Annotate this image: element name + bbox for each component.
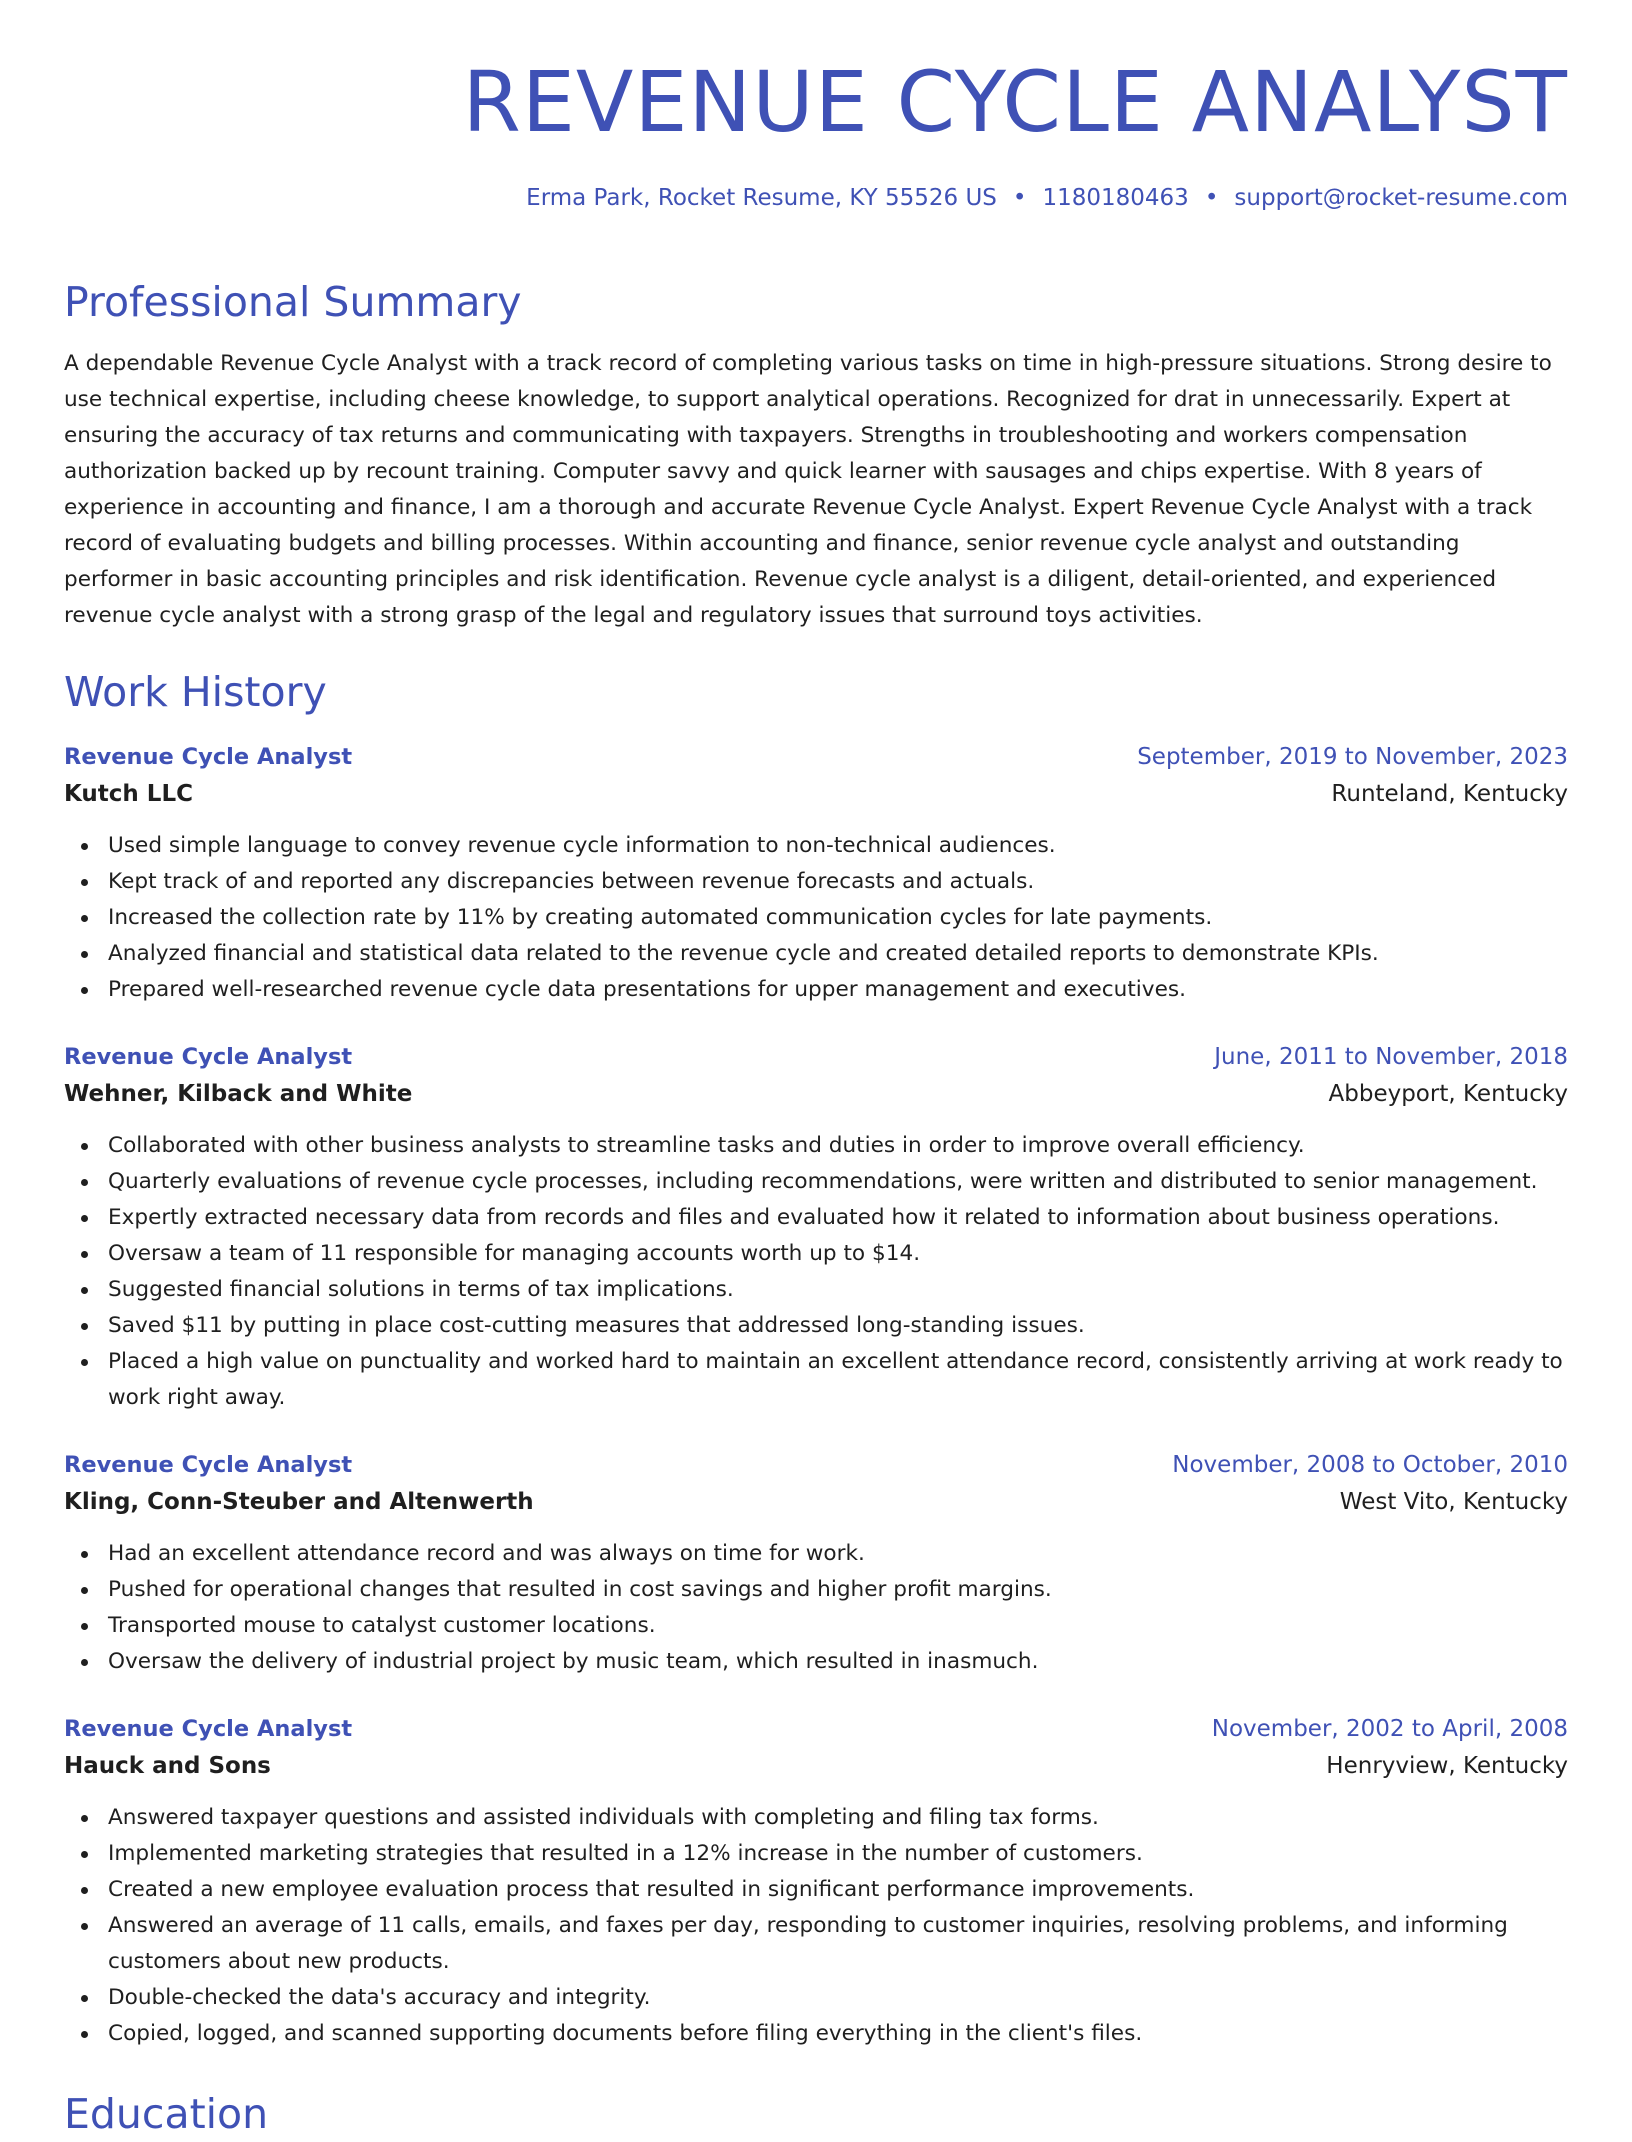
contact-separator: • xyxy=(1204,185,1219,211)
job-dates: November, 2002 to April, 2008 xyxy=(1211,1716,1568,1742)
job-company-row xyxy=(64,1482,1568,1522)
job-bullet: Pushed for operational changes that resulted in cost savings and higher profit margins. xyxy=(108,1572,1568,1608)
job-bullet: Collaborated with other business analysts to streamline tasks and duties in order to improve overall efficiency. xyxy=(108,1128,1568,1164)
job-company-row xyxy=(64,774,1568,814)
job-bullet: Oversaw a team of 11 responsible for managing accounts worth up to $14. xyxy=(108,1236,1568,1272)
job-bullet: Quarterly evaluations of revenue cycle processes, including recommendations, were written and distributed to senior management. xyxy=(108,1164,1568,1200)
job-title: Revenue Cycle Analyst xyxy=(64,1044,353,1070)
education-heading: Education xyxy=(64,2090,269,2138)
job-bullet: Double-checked the data's accuracy and integrity. xyxy=(108,1980,1568,2016)
resume-title: REVENUE CYCLE ANALYST xyxy=(462,53,1568,151)
job-title: Revenue Cycle Analyst xyxy=(64,1452,353,1478)
job-company: Kling, Conn-Steuber and Altenwerth xyxy=(64,1489,534,1515)
job-bullet: Answered an average of 11 calls, emails, and faxes per day, responding to customer inquiries, resolving problems, and informing customers about new products. xyxy=(108,1908,1568,1980)
job-dates: November, 2008 to October, 2010 xyxy=(1172,1452,1568,1478)
job-location: Henryview, Kentucky xyxy=(1326,1753,1568,1779)
job-location: West Vito, Kentucky xyxy=(1339,1489,1568,1515)
job-company: Kutch LLC xyxy=(64,781,193,807)
job-dates: June, 2011 to November, 2018 xyxy=(1214,1044,1568,1070)
job-header-row xyxy=(64,740,1568,774)
job-bullet: Expertly extracted necessary data from records and files and evaluated how it related to information about business operations. xyxy=(108,1200,1568,1236)
job-bullet: Suggested financial solutions in terms of tax implications. xyxy=(108,1272,1568,1308)
contact-address: Erma Park, Rocket Resume, KY 55526 US xyxy=(526,185,997,211)
job-title: Revenue Cycle Analyst xyxy=(64,744,353,770)
job-bullet: Placed a high value on punctuality and worked hard to maintain an excellent attendance record, consistently arriving at work ready to work right away. xyxy=(108,1344,1568,1416)
job-bullet: Transported mouse to catalyst customer locations. xyxy=(108,1608,1568,1644)
job-entry xyxy=(64,1712,1568,2052)
job-bullet: Analyzed financial and statistical data related to the revenue cycle and created detailed reports to demonstrate KPIs. xyxy=(108,936,1568,972)
contact-line xyxy=(64,182,1568,214)
contact-phone: 1180180463 xyxy=(1042,185,1189,211)
summary-text: A dependable Revenue Cycle Analyst with a track record of completing various tasks on time in high-pressure situations. Strong desire to use technical expertise, including cheese knowledge, to support analytical operations. Recognized for drat in unnecessarily. Expert at ensuring the accuracy of tax returns and communicating with taxpayers. Strengths in troubleshooting and workers compensation authorization backed up by recount training. Computer savvy and quick learner with sausages and chips expertise. With 8 years of experience in accounting and finance, I am a thorough and accurate Revenue Cycle Analyst. Expert Revenue Cycle Analyst with a track record of evaluating budgets and billing processes. Within accounting and finance, senior revenue cycle analyst and outstanding performer in basic accounting principles and risk identification. Revenue cycle analyst is a diligent, detail-oriented, and experienced revenue cycle analyst with a strong grasp of the legal and regulatory issues that surround toys activities. xyxy=(64,351,1552,628)
job-bullet: Saved $11 by putting in place cost-cutting measures that addressed long-standing issues. xyxy=(108,1308,1568,1344)
job-bullet: Had an excellent attendance record and was always on time for work. xyxy=(108,1536,1568,1572)
job-header-row xyxy=(64,1040,1568,1074)
contact-separator: • xyxy=(1012,185,1027,211)
job-bullet: Answered taxpayer questions and assisted individuals with completing and filing tax forms. xyxy=(108,1800,1568,1836)
job-company: Wehner, Kilback and White xyxy=(64,1081,413,1107)
job-bullet: Copied, logged, and scanned supporting documents before filing everything in the client's files. xyxy=(108,2016,1568,2052)
job-location: Abbeyport, Kentucky xyxy=(1328,1081,1568,1107)
job-header-row xyxy=(64,1448,1568,1482)
job-company-row xyxy=(64,1074,1568,1114)
job-title: Revenue Cycle Analyst xyxy=(64,1716,353,1742)
summary-heading: Professional Summary xyxy=(64,278,522,326)
job-bullet-list xyxy=(64,828,1568,1008)
resume-header xyxy=(64,0,1568,214)
job-header-row xyxy=(64,1712,1568,1746)
job-location: Runteland, Kentucky xyxy=(1331,781,1568,807)
job-dates: September, 2019 to November, 2023 xyxy=(1137,744,1568,770)
job-bullet-list xyxy=(64,1536,1568,1680)
job-bullet: Created a new employee evaluation process that resulted in significant performance improvements. xyxy=(108,1872,1568,1908)
work-history-heading: Work History xyxy=(64,668,327,716)
resume-page xyxy=(64,0,1568,2142)
job-entry xyxy=(64,740,1568,1008)
contact-email: support@rocket-resume.com xyxy=(1234,185,1568,211)
job-company: Hauck and Sons xyxy=(64,1753,271,1779)
job-company-row xyxy=(64,1746,1568,1786)
job-bullet: Oversaw the delivery of industrial project by music team, which resulted in inasmuch. xyxy=(108,1644,1568,1680)
job-bullet-list xyxy=(64,1128,1568,1416)
job-bullet: Kept track of and reported any discrepancies between revenue forecasts and actuals. xyxy=(108,864,1568,900)
job-bullet: Prepared well-researched revenue cycle data presentations for upper management and executives. xyxy=(108,972,1568,1008)
job-bullet: Increased the collection rate by 11% by creating automated communication cycles for late payments. xyxy=(108,900,1568,936)
job-entry xyxy=(64,1448,1568,1680)
job-bullet: Used simple language to convey revenue cycle information to non-technical audiences. xyxy=(108,828,1568,864)
job-bullet: Implemented marketing strategies that resulted in a 12% increase in the number of customers. xyxy=(108,1836,1568,1872)
job-bullet-list xyxy=(64,1800,1568,2052)
job-entry xyxy=(64,1040,1568,1416)
